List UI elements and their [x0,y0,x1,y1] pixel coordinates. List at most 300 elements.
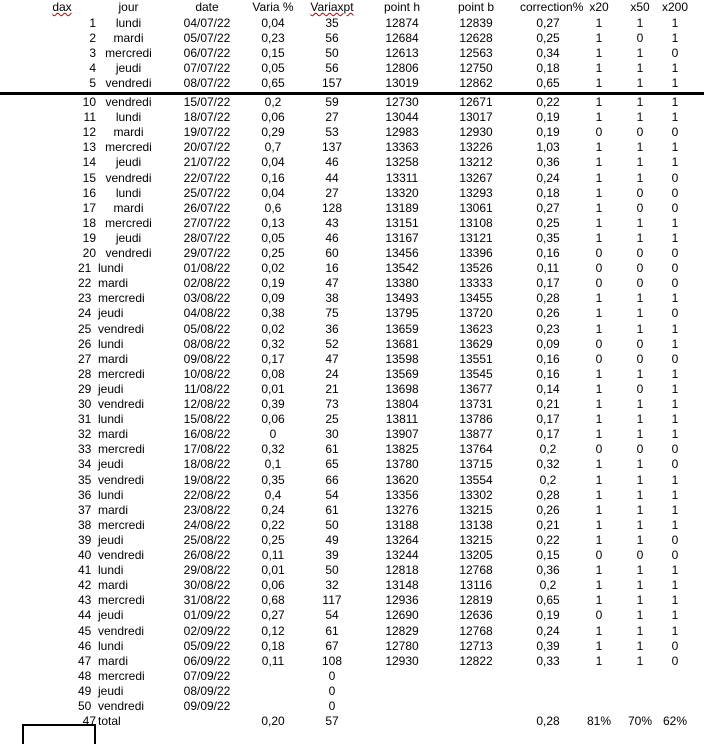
header-jour[interactable]: jour [118,0,139,14]
cell-x20[interactable]: 1 [595,215,603,230]
cell-variaxpt[interactable]: 54 [325,608,339,623]
cell-varia-pct[interactable]: 0,23 [261,31,285,46]
cell-variaxpt[interactable]: 60 [325,246,339,260]
cell-point-h[interactable]: 13151 [385,215,419,230]
cell-correction[interactable]: 0,26 [536,306,560,321]
cell-varia-pct[interactable]: 0,18 [261,638,285,653]
cell-point-h[interactable]: 13276 [385,502,419,517]
cell-point-b[interactable]: 13715 [459,457,493,472]
cell-num[interactable]: 14 [82,155,96,170]
cell-date[interactable]: 06/07/22 [183,46,231,61]
cell-varia-pct[interactable]: 0,16 [261,170,285,185]
cell-variaxpt[interactable]: 35 [325,16,339,30]
cell-x20[interactable]: 0 [595,261,603,276]
cell-num[interactable]: 29 [78,381,92,396]
cell-point-b[interactable]: 12636 [459,608,493,623]
cell-x50[interactable]: 1 [636,61,644,76]
cell-x50[interactable]: 1 [636,110,644,125]
cell-point-h[interactable]: 12983 [385,125,419,140]
cell-x20[interactable]: 0 [595,548,603,562]
cell-point-h[interactable]: 13825 [385,442,419,457]
cell-x20[interactable]: 1 [595,578,603,593]
cell-point-b[interactable]: 13877 [459,427,493,442]
cell-point-h[interactable]: 13907 [385,427,419,442]
cell-x200[interactable]: 0 [671,261,679,276]
cell-correction[interactable]: 0,34 [536,46,560,61]
cell-num[interactable]: 34 [78,457,92,472]
cell-correction[interactable]: 0,26 [536,502,560,517]
cell-variaxpt[interactable]: 25 [325,412,339,427]
cell-x20[interactable]: 1 [595,487,603,502]
cell-date[interactable]: 19/07/22 [183,125,231,140]
cell-x20[interactable]: 0 [595,246,603,260]
cell-x20[interactable]: 0 [595,125,603,140]
cell-x200[interactable]: 1 [671,608,679,623]
cell-variaxpt[interactable]: 44 [325,170,339,185]
cell-date[interactable]: 15/07/22 [183,95,231,109]
cell-x20[interactable]: 1 [595,230,603,245]
cell-varia-pct[interactable] [248,669,298,684]
cell-date[interactable]: 09/08/22 [183,351,231,366]
cell-x20[interactable]: 1 [595,381,603,396]
cell-x200[interactable]: 1 [671,336,679,351]
cell-num[interactable]: 31 [78,412,92,427]
cell-varia-pct[interactable]: 0,11 [261,548,285,562]
cell-varia-pct[interactable]: 0,02 [261,321,285,336]
cell-x50[interactable]: 1 [636,412,644,427]
cell-point-b[interactable]: 13017 [459,110,493,125]
cell-variaxpt[interactable]: 50 [325,46,339,61]
cell-num[interactable]: 49 [78,683,92,698]
cell-jour[interactable]: mardi [98,351,129,366]
cell-varia-pct[interactable]: 0,22 [261,517,285,532]
cell-point-h[interactable]: 13380 [385,276,419,291]
cell-x50[interactable]: 1 [636,291,644,306]
cell-x50[interactable]: 1 [636,321,644,336]
cell-x200[interactable]: 1 [671,366,679,381]
cell-x200[interactable]: 0 [671,638,679,653]
cell-x50[interactable] [627,669,653,684]
cell-jour[interactable]: mardi [98,427,129,442]
cell-x50[interactable]: 1 [636,608,644,623]
cell-point-h[interactable]: 13019 [385,76,419,91]
cell-x20[interactable]: 1 [595,110,603,125]
cell-point-h[interactable]: 13780 [385,457,419,472]
cell-x50[interactable]: 1 [636,593,644,608]
cell-point-b[interactable]: 13212 [459,155,493,170]
cell-jour[interactable]: vendredi [105,76,152,91]
cell-correction[interactable]: 0,16 [536,246,560,260]
cell-x50[interactable]: 1 [636,76,644,91]
cell-variaxpt[interactable]: 73 [325,397,339,411]
cell-x200[interactable]: 0 [671,548,679,562]
cell-point-b[interactable]: 13623 [459,321,493,336]
cell-num[interactable]: 24 [78,306,92,321]
cell-x20[interactable]: 1 [595,412,603,427]
cell-date[interactable]: 25/07/22 [183,185,231,200]
cell-x20[interactable]: 1 [595,563,603,578]
cell-variaxpt[interactable]: 128 [321,200,343,215]
cell-x20[interactable]: 0 [595,351,603,366]
cell-date[interactable]: 08/09/22 [183,683,231,698]
cell-x20[interactable]: 1 [595,517,603,532]
cell-point-h[interactable]: 13542 [385,261,419,276]
cell-varia-pct[interactable]: 0,7 [264,140,282,155]
cell-correction[interactable]: 0,19 [536,608,560,623]
cell-date[interactable]: 02/08/22 [183,276,231,291]
cell-date[interactable]: 05/08/22 [183,321,231,336]
cell-point-b[interactable]: 12930 [459,125,493,140]
cell-x50[interactable]: 0 [636,548,644,562]
cell-num[interactable]: 35 [78,472,92,487]
total-x50[interactable]: 70% [627,714,653,729]
cell-date[interactable]: 19/08/22 [183,472,231,487]
cell-x200[interactable]: 0 [671,351,679,366]
header-point-b[interactable]: point b [457,0,495,14]
cell-correction[interactable]: 0,09 [536,336,560,351]
cell-point-b[interactable]: 13526 [459,261,493,276]
cell-num[interactable]: 37 [78,502,92,517]
cell-num[interactable]: 16 [82,185,96,200]
cell-varia-pct[interactable]: 0,25 [261,532,285,547]
cell-point-b[interactable]: 12768 [459,623,493,638]
cell-date[interactable]: 21/07/22 [183,155,231,170]
cell-x50[interactable]: 1 [636,578,644,593]
cell-point-h[interactable]: 12829 [385,623,419,638]
cell-point-h[interactable]: 13244 [385,548,419,562]
cell-varia-pct[interactable] [248,684,298,699]
cell-variaxpt[interactable]: 52 [325,336,339,351]
cell-point-b[interactable]: 13455 [459,291,493,306]
cell-num[interactable]: 20 [82,246,96,260]
cell-jour[interactable]: jeudi [115,61,142,76]
cell-x50[interactable]: 1 [636,397,644,411]
cell-point-b[interactable]: 13138 [459,517,493,532]
cell-variaxpt[interactable]: 137 [321,140,343,155]
cell-point-h[interactable] [375,699,429,714]
cell-point-b[interactable]: 13121 [459,230,493,245]
cell-x50[interactable] [627,699,653,714]
cell-jour[interactable]: mercredi [98,442,145,457]
cell-varia-pct[interactable]: 0,38 [261,306,285,321]
cell-point-h[interactable]: 13148 [385,578,419,593]
cell-point-b[interactable]: 13061 [459,200,493,215]
cell-x20[interactable] [585,699,613,714]
cell-jour[interactable]: lundi [98,487,124,502]
cell-correction[interactable]: 0,25 [536,31,560,46]
cell-jour[interactable]: vendredi [98,472,145,487]
cell-num[interactable]: 38 [78,517,92,532]
cell-variaxpt[interactable]: 24 [325,366,339,381]
cell-point-h[interactable]: 13356 [385,487,419,502]
cell-varia-pct[interactable]: 0,29 [261,125,285,140]
cell-jour[interactable]: lundi [115,110,142,125]
cell-date[interactable]: 27/07/22 [183,215,231,230]
cell-variaxpt[interactable]: 47 [325,276,339,291]
cell-jour[interactable]: jeudi [115,230,142,245]
cell-variaxpt[interactable]: 61 [325,442,339,457]
cell-jour[interactable]: lundi [98,336,124,351]
cell-x200[interactable]: 1 [671,95,679,109]
cell-jour[interactable]: jeudi [98,608,124,623]
cell-varia-pct[interactable]: 0,01 [261,563,285,578]
cell-x200[interactable]: 1 [671,110,679,125]
cell-varia-pct[interactable]: 0,65 [261,76,285,91]
cell-point-h[interactable] [375,669,429,684]
cell-point-b[interactable]: 13720 [459,306,493,321]
cell-point-b[interactable]: 12671 [459,95,493,109]
cell-varia-pct[interactable]: 0,32 [261,336,285,351]
cell-date[interactable]: 17/08/22 [183,442,231,457]
cell-correction[interactable]: 0,17 [536,427,560,442]
cell-variaxpt[interactable]: 36 [325,321,339,336]
cell-x20[interactable]: 1 [595,140,603,155]
cell-x200[interactable]: 0 [671,170,679,185]
cell-point-b[interactable]: 13293 [459,185,493,200]
cell-x200[interactable]: 1 [671,381,679,396]
cell-point-b[interactable]: 13267 [459,170,493,185]
cell-variaxpt[interactable]: 0 [328,683,336,698]
cell-date[interactable]: 10/08/22 [183,366,231,381]
cell-variaxpt[interactable]: 59 [325,95,339,109]
cell-x20[interactable]: 1 [595,76,603,91]
cell-correction[interactable]: 1,03 [536,140,560,155]
cell-date[interactable]: 25/08/22 [183,532,231,547]
cell-point-h[interactable]: 12874 [385,16,419,30]
cell-varia-pct[interactable]: 0,6 [264,200,282,215]
total-label[interactable]: total [98,714,121,729]
cell-jour[interactable]: lundi [115,185,142,200]
cell-date[interactable]: 07/09/22 [183,668,231,683]
cell-correction[interactable]: 0,28 [536,291,560,306]
cell-varia-pct[interactable]: 0,01 [261,381,285,396]
cell-correction[interactable]: 0,39 [536,638,560,653]
cell-date[interactable]: 22/07/22 [183,170,231,185]
cell-variaxpt[interactable]: 46 [325,230,339,245]
cell-num[interactable]: 23 [78,291,92,306]
cell-num[interactable]: 22 [78,276,92,291]
cell-correction[interactable]: 0,28 [536,487,560,502]
cell-x20[interactable] [585,669,613,684]
cell-jour[interactable]: vendredi [98,397,145,411]
cell-date[interactable]: 05/07/22 [183,31,231,46]
cell-x20[interactable]: 1 [595,185,603,200]
cell-point-h[interactable]: 12806 [385,61,419,76]
cell-variaxpt[interactable]: 49 [325,532,339,547]
cell-x50[interactable]: 1 [636,653,644,668]
cell-jour[interactable]: mardi [98,502,129,517]
cell-num[interactable]: 12 [82,125,96,140]
cell-x20[interactable]: 1 [595,291,603,306]
cell-x200[interactable]: 1 [671,230,679,245]
cell-num[interactable]: 50 [78,699,92,713]
selected-cell-cursor[interactable] [22,724,96,744]
cell-point-b[interactable]: 12768 [459,563,493,578]
total-x200[interactable]: 62% [662,714,688,729]
cell-variaxpt[interactable]: 56 [325,31,339,46]
cell-point-h[interactable]: 13167 [385,230,419,245]
cell-correction[interactable]: 0,23 [536,321,560,336]
cell-correction[interactable]: 0,32 [536,457,560,472]
cell-jour[interactable]: mercredi [98,593,145,608]
cell-variaxpt[interactable]: 0 [328,699,336,713]
cell-correction[interactable]: 0,35 [536,230,560,245]
cell-correction[interactable]: 0,14 [536,381,560,396]
cell-date[interactable]: 03/08/22 [183,291,231,306]
cell-variaxpt[interactable]: 32 [325,578,339,593]
cell-point-h[interactable]: 13569 [385,366,419,381]
cell-point-b[interactable]: 13545 [459,366,493,381]
cell-varia-pct[interactable]: 0,24 [261,502,285,517]
cell-point-h[interactable]: 12730 [385,95,419,109]
cell-x200[interactable] [660,669,690,684]
cell-jour[interactable]: mercredi [105,46,152,61]
cell-point-b[interactable]: 12819 [459,593,493,608]
cell-variaxpt[interactable]: 61 [325,502,339,517]
cell-varia-pct[interactable]: 0,4 [264,487,282,502]
cell-date[interactable]: 26/07/22 [183,200,231,215]
cell-point-b[interactable]: 13226 [459,140,493,155]
cell-point-h[interactable]: 12690 [385,608,419,623]
cell-point-h[interactable]: 13311 [385,170,419,185]
cell-point-h[interactable]: 13795 [385,306,419,321]
cell-varia-pct[interactable]: 0,27 [261,608,285,623]
cell-x50[interactable]: 1 [636,215,644,230]
cell-point-h[interactable]: 13493 [385,291,419,306]
cell-x20[interactable]: 0 [595,608,603,623]
cell-varia-pct[interactable]: 0,25 [261,246,285,260]
cell-point-h[interactable]: 13363 [385,140,419,155]
cell-x50[interactable]: 1 [636,366,644,381]
cell-x200[interactable]: 1 [671,487,679,502]
cell-jour[interactable]: mardi [113,125,144,140]
cell-variaxpt[interactable]: 67 [325,638,339,653]
cell-x200[interactable]: 0 [671,653,679,668]
header-dax[interactable]: dax [52,0,72,14]
cell-x200[interactable]: 0 [671,306,679,321]
cell-date[interactable]: 07/07/22 [183,61,231,76]
cell-x50[interactable]: 1 [636,532,644,547]
cell-x20[interactable]: 1 [595,502,603,517]
cell-jour[interactable]: mardi [113,200,144,215]
cell-x20[interactable]: 0 [595,442,603,457]
cell-varia-pct[interactable]: 0,68 [261,593,285,608]
cell-x50[interactable]: 0 [636,261,644,276]
cell-point-h[interactable]: 13698 [385,381,419,396]
header-varia-pct[interactable]: Varia % [252,0,294,14]
cell-jour[interactable]: mercredi [98,668,145,683]
cell-correction[interactable]: 0,11 [536,261,560,276]
cell-correction[interactable]: 0,17 [536,412,560,427]
cell-num[interactable]: 18 [82,215,96,230]
cell-x50[interactable]: 1 [636,170,644,185]
cell-jour[interactable]: mardi [113,31,144,46]
cell-x20[interactable]: 1 [595,16,603,30]
cell-x200[interactable]: 0 [671,276,679,291]
cell-date[interactable]: 08/07/22 [183,76,231,91]
cell-num[interactable]: 48 [78,668,92,683]
cell-point-b[interactable]: 13396 [459,246,493,260]
cell-x200[interactable]: 0 [671,200,679,215]
cell-point-b[interactable]: 13116 [459,578,493,593]
cell-x50[interactable]: 1 [636,95,644,109]
cell-x50[interactable]: 1 [636,16,644,30]
cell-x50[interactable]: 1 [636,140,644,155]
cell-varia-pct[interactable]: 0,35 [261,472,285,487]
cell-jour[interactable]: jeudi [115,155,142,170]
cell-varia-pct[interactable]: 0,06 [261,412,285,427]
cell-num[interactable]: 5 [89,76,96,91]
cell-x200[interactable]: 1 [671,61,679,76]
cell-jour[interactable]: jeudi [98,683,124,698]
cell-correction[interactable]: 0,17 [536,276,560,291]
cell-x50[interactable]: 1 [636,46,644,61]
cell-date[interactable]: 11/08/22 [184,381,230,396]
cell-x200[interactable]: 1 [671,215,679,230]
cell-point-h[interactable]: 12930 [385,653,419,668]
cell-x50[interactable]: 1 [636,563,644,578]
cell-x50[interactable]: 1 [636,306,644,321]
cell-varia-pct[interactable]: 0,05 [261,61,285,76]
header-variaxpt[interactable]: Variaxpt [310,0,354,14]
cell-num[interactable]: 32 [78,427,92,442]
cell-x20[interactable]: 0 [595,276,603,291]
cell-varia-pct[interactable]: 0,06 [261,110,285,125]
cell-correction[interactable]: 0,2 [539,472,557,487]
cell-num[interactable]: 33 [78,442,92,457]
cell-variaxpt[interactable]: 108 [321,653,343,668]
cell-point-b[interactable] [448,684,504,699]
cell-num[interactable]: 46 [78,638,92,653]
cell-point-h[interactable]: 12780 [385,638,419,653]
cell-point-b[interactable]: 12628 [459,31,493,46]
cell-date[interactable]: 15/08/22 [183,412,231,427]
cell-correction[interactable]: 0,27 [536,16,560,30]
cell-jour[interactable]: lundi [98,563,124,578]
cell-point-b[interactable]: 13215 [459,532,493,547]
cell-x20[interactable]: 1 [595,155,603,170]
cell-correction[interactable]: 0,18 [536,185,560,200]
cell-variaxpt[interactable]: 27 [325,185,339,200]
cell-jour[interactable]: mercredi [105,215,152,230]
cell-x20[interactable]: 1 [595,31,603,46]
cell-x200[interactable]: 1 [671,563,679,578]
cell-x20[interactable]: 1 [595,653,603,668]
cell-correction[interactable]: 0,15 [536,548,560,562]
cell-x50[interactable]: 0 [636,125,644,140]
cell-correction[interactable]: 0,24 [536,623,560,638]
header-x200[interactable]: x200 [661,0,689,14]
cell-x50[interactable]: 0 [636,336,644,351]
cell-point-b[interactable]: 13551 [459,351,493,366]
cell-x50[interactable]: 0 [636,31,644,46]
cell-point-h[interactable]: 13320 [385,185,419,200]
cell-varia-pct[interactable]: 0,17 [261,351,285,366]
cell-varia-pct[interactable]: 0,15 [261,46,285,61]
cell-varia-pct[interactable]: 0,09 [261,291,285,306]
cell-x200[interactable]: 1 [671,31,679,46]
cell-correction[interactable]: 0,22 [536,532,560,547]
cell-variaxpt[interactable]: 21 [325,381,339,396]
total-count[interactable]: 47 [82,714,96,729]
header-x20[interactable]: x20 [589,0,609,14]
cell-num[interactable]: 21 [78,261,92,276]
cell-x200[interactable]: 1 [671,578,679,593]
cell-variaxpt[interactable]: 50 [325,563,339,578]
cell-x50[interactable]: 0 [636,442,644,457]
cell-x200[interactable]: 1 [671,593,679,608]
cell-num[interactable]: 27 [78,351,92,366]
